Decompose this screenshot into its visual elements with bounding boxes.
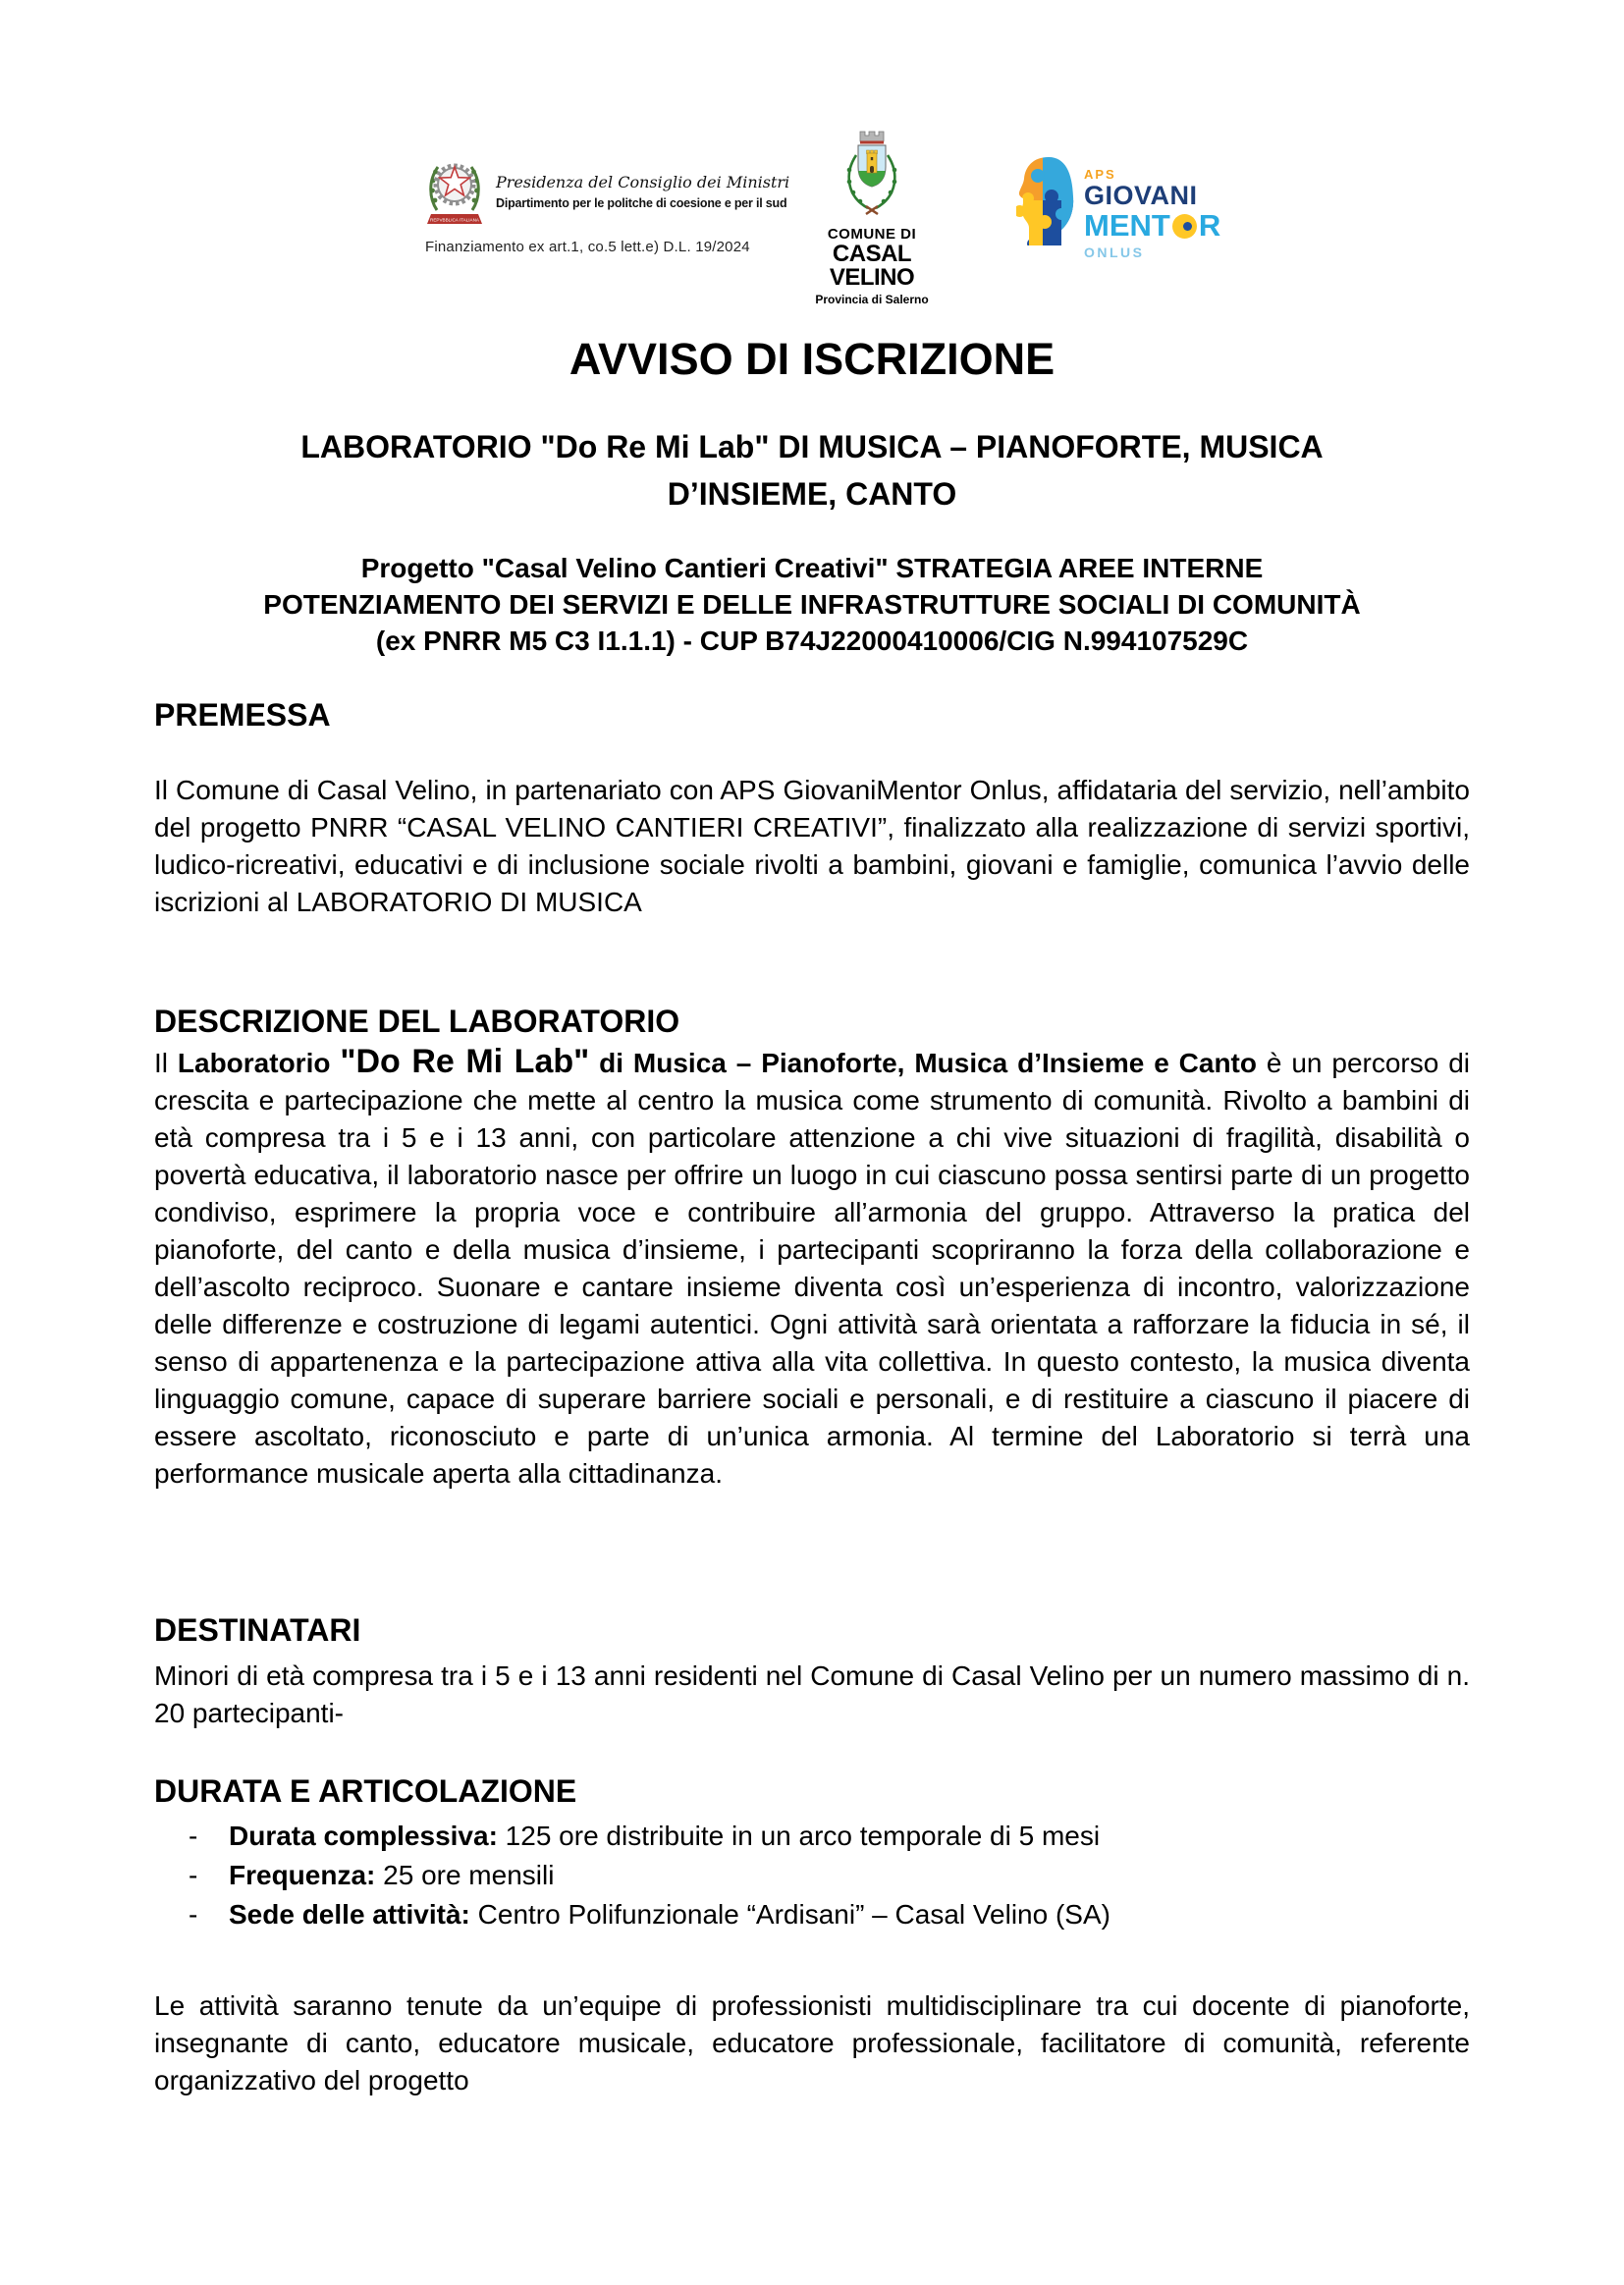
casal-velino-logo bbox=[791, 126, 952, 306]
giovani-mentor-logo bbox=[1016, 155, 1220, 260]
project-line-2: POTENZIAMENTO DEI SERVIZI E DELLE INFRASTRUTTURE SOCIALI DI COMUNITÀ bbox=[263, 589, 1361, 620]
comune-line2: CASAL VELINO bbox=[829, 241, 915, 291]
bullet-dash-icon: - bbox=[189, 1860, 198, 1890]
descr-seg-2: "Do Re Mi Lab" bbox=[340, 1043, 590, 1080]
premessa-paragraph: Il Comune di Casal Velino, in partenariato con APS GiovaniMentor Onlus, affidataria del servizio, nell’ambito del progetto PNRR “CASAL VELINO CANTIERI CREATIVI”, finalizzato alla realizzazione di servizi sportivi, ludico-ricreativi, educativi e di inclusione sociale rivolti a bambini, giovani e famiglie, comunica l’avvio delle iscrizioni al LABORATORIO DI MUSICA bbox=[154, 775, 1470, 917]
bullet-dash-icon: - bbox=[189, 1899, 198, 1930]
mentor-mentor-label bbox=[1084, 210, 1220, 242]
italy-emblem-svg bbox=[425, 151, 484, 228]
descr-seg-3: di Musica – Pianoforte, Musica d’Insieme e Canto bbox=[589, 1048, 1267, 1078]
gov-department: Dipartimento per le politche di coesione e per il sud bbox=[496, 196, 787, 210]
bullet-label: Durata complessiva: bbox=[229, 1821, 498, 1851]
gov-title: Presidenza del Consiglio dei Ministri bbox=[496, 173, 790, 191]
emblem-ribbon-label: REPVBBLICA ITALIANA bbox=[430, 217, 479, 223]
bullet-dash-icon: - bbox=[189, 1821, 198, 1851]
closing-paragraph: Le attività saranno tenute da un’equipe di professionisti multidisciplinare tra cui docente di pianoforte, insegnante di canto, educatore musicale, educatore professionale, facilitatore di comunità, referente organizzativo del progetto bbox=[154, 1990, 1470, 2095]
bullet-text: Centro Polifunzionale “Ardisani” – Casal Velino (SA) bbox=[469, 1899, 1110, 1930]
descrizione-heading: DESCRIZIONE DEL LABORATORIO bbox=[154, 1004, 680, 1039]
destinatari-paragraph: Minori di età compresa tra i 5 e i 13 anni residenti nel Comune di Casal Velino per un numero massimo di n. 20 partecipanti- bbox=[154, 1660, 1470, 1728]
gov-funding-note: Finanziamento ex art.1, co.5 lett.e) D.L. 19/2024 bbox=[425, 239, 750, 255]
casal-velino-crest-icon bbox=[837, 126, 907, 224]
descr-seg-4: è un percorso di crescita e partecipazione che mette al centro la musica come strumento di comunità. Rivolto a bambini di età compresa tra i 5 e i 13 anni, con particolare attenzione a chi vive situazioni di fragilità, disabilità o povertà educativa, il laboratorio nasce per offrire un luogo in cui ciascuno possa sentirsi parte di un progetto condiviso, esprimere la propria voce e contribuire all’armonia del gruppo. Attraverso la pratica del pianoforte, del canto e della musica d’insieme, i partecipanti scopriranno la forza della collaborazione e dell’ascolto reciproco. Suonare e cantare insieme diventa così un’esperienza di incontro, valorizzazione delle differenze e costruzione di legami autentici. Ogni attività sarà orientata a rafforzare la fiducia in sé, il senso di appartenenza e la partecipazione attiva alla vita collettiva. In questo contesto, la musica diventa linguaggio comune, capace di superare barriere sociali e personali, e di restituire a ciascuno il piacere di essere ascoltato, riconosciuto e parte di un’unica armonia. Al termine del Laboratorio si terrà una performance musicale aperta alla cittadinanza. bbox=[154, 1048, 1470, 1489]
puzzle-head-icon bbox=[1016, 155, 1075, 245]
descr-seg-0: Il bbox=[154, 1048, 178, 1078]
italy-emblem-icon bbox=[425, 151, 484, 233]
page-subtitle bbox=[0, 423, 1624, 517]
mentor-aps-label: APS bbox=[1084, 167, 1116, 182]
durata-heading: DURATA E ARTICOLAZIONE bbox=[154, 1773, 577, 1809]
descr-seg-1: Laboratorio bbox=[177, 1048, 341, 1078]
premessa-heading: PREMESSA bbox=[154, 697, 331, 733]
bullet-text: 125 ore distribuite in un arco temporale di 5 mesi bbox=[497, 1821, 1101, 1851]
list-item bbox=[154, 1817, 1470, 1856]
comune-line1: COMUNE DI bbox=[827, 226, 917, 243]
project-line-3: (ex PNRR M5 C3 I1.1.1) - CUP B74J22000410006/CIG N.994107529C bbox=[375, 626, 1249, 656]
mentor-word-start: MENT bbox=[1084, 208, 1170, 243]
mentor-giovani-label: GIOVANI bbox=[1084, 181, 1198, 210]
mentor-word-end: R bbox=[1198, 208, 1221, 243]
list-item bbox=[154, 1856, 1470, 1895]
mentor-o-circle-icon bbox=[1172, 214, 1197, 239]
bullet-label: Frequenza: bbox=[229, 1860, 376, 1890]
project-line-1: Progetto "Casal Velino Cantieri Creativi" STRATEGIA AREE INTERNE bbox=[360, 553, 1264, 583]
page-title: AVVISO DI ISCRIZIONE bbox=[568, 334, 1056, 384]
subtitle-line-1: LABORATORIO "Do Re Mi Lab" DI MUSICA – PIANOFORTE, MUSICA bbox=[300, 429, 1324, 464]
gov-logo-text bbox=[496, 173, 790, 210]
descrizione-paragraph bbox=[154, 1043, 1470, 1493]
destinatari-heading: DESTINATARI bbox=[154, 1612, 361, 1648]
bullet-text: 25 ore mensili bbox=[375, 1860, 555, 1890]
project-heading bbox=[0, 550, 1624, 659]
list-item bbox=[154, 1895, 1470, 1934]
durata-list bbox=[154, 1817, 1470, 1934]
mentor-onlus-label: ONLUS bbox=[1084, 245, 1145, 260]
bullet-label: Sede delle attività: bbox=[229, 1899, 470, 1930]
giovani-mentor-text bbox=[1084, 155, 1220, 260]
comune-line3: Provincia di Salerno bbox=[815, 293, 929, 306]
subtitle-line-2: D’INSIEME, CANTO bbox=[667, 476, 957, 512]
